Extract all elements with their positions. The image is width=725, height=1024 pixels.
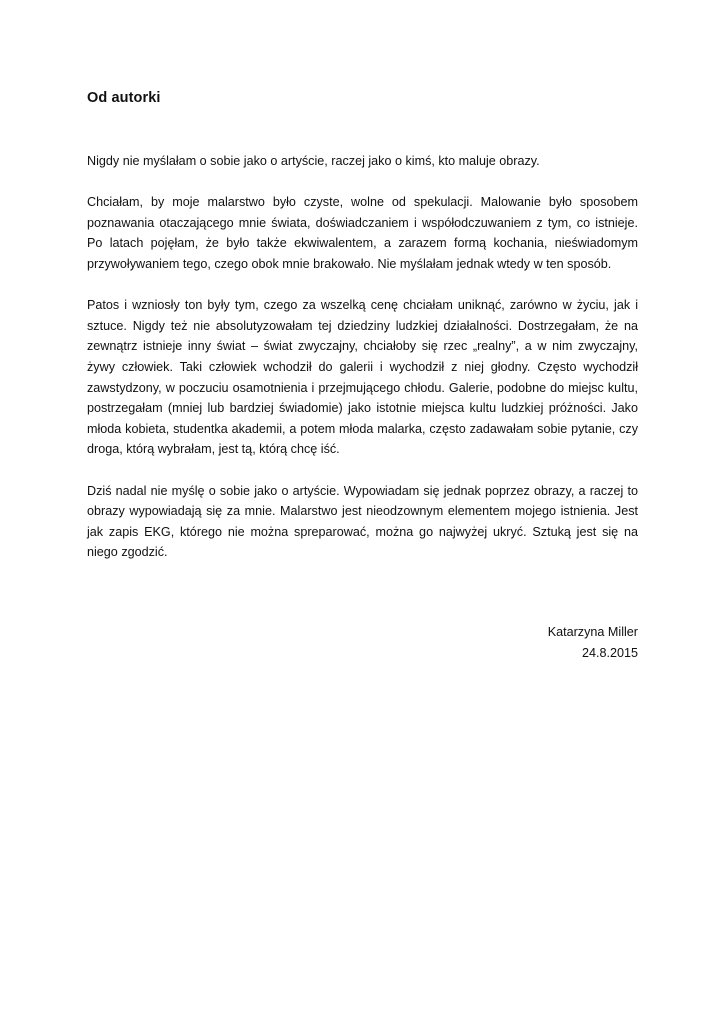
signature-date: 24.8.2015: [581, 645, 638, 660]
document-title: Od autorki: [87, 90, 161, 106]
paragraph-3: Patos i wzniosły ton były tym, czego za wszelką cenę chciałam uniknąć, zarówno w życiu, jak i sztuce. Nigdy też nie absolutyzowałam tej dziedziny ludzkiej działalności. Dostrzegałam, że na zewnątrz istnieje inny świat – świat zwyczajny, chciałoby się rzec „realny”, a w nim zwyczajny, żywy człowiek. Taki człowiek wchodził do galerii i wychodził z niej głodny. Często wychodził zawstydzony, w poczuciu osamotnienia i przejmującego chłodu. Galerie, podobne do miejsc kultu, postrzegałam (mniej lub bardziej świadomie) jako istotnie miejsca kultu ludzkiej próżności. Jako młoda kobieta, studentka akademii, a potem młoda malarka, często zadawałam sobie pytanie, czy droga, którą wybrałam, jest tą, którą chcę iść.: [87, 298, 638, 457]
document-body: [87, 151, 638, 563]
paragraph-1: Nigdy nie myślałam o sobie jako o artyście, raczej jako o kimś, kto maluje obrazy.: [87, 154, 540, 168]
paragraph-4: Dziś nadal nie myślę o sobie jako o artyście. Wypowiadam się jednak poprzez obrazy, a raczej to obrazy wypowiadają się za mnie. Malarstwo jest nieodzownym elementem mojego istnienia. Jest jak zapis EKG, którego nie można spreparować, można go najwyżej ukryć. Sztuką jest się na niego zgodzić.: [87, 483, 638, 560]
author-name: Katarzyna Miller: [547, 625, 638, 639]
paragraph-2: Chciałam, by moje malarstwo było czyste, wolne od spekulacji. Malowanie było sposobem poznawania otaczającego mnie świata, doświadczaniem i współodczuwaniem z tym, co istnieje. Po latach pojęłam, że było także ekwiwalentem, a zarazem formą kochania, nieświadomym przywoływaniem tego, czego obok mnie brakowało. Nie myślałam jednak wtedy w ten sposób.: [87, 195, 638, 271]
signature-block: [387, 622, 638, 663]
